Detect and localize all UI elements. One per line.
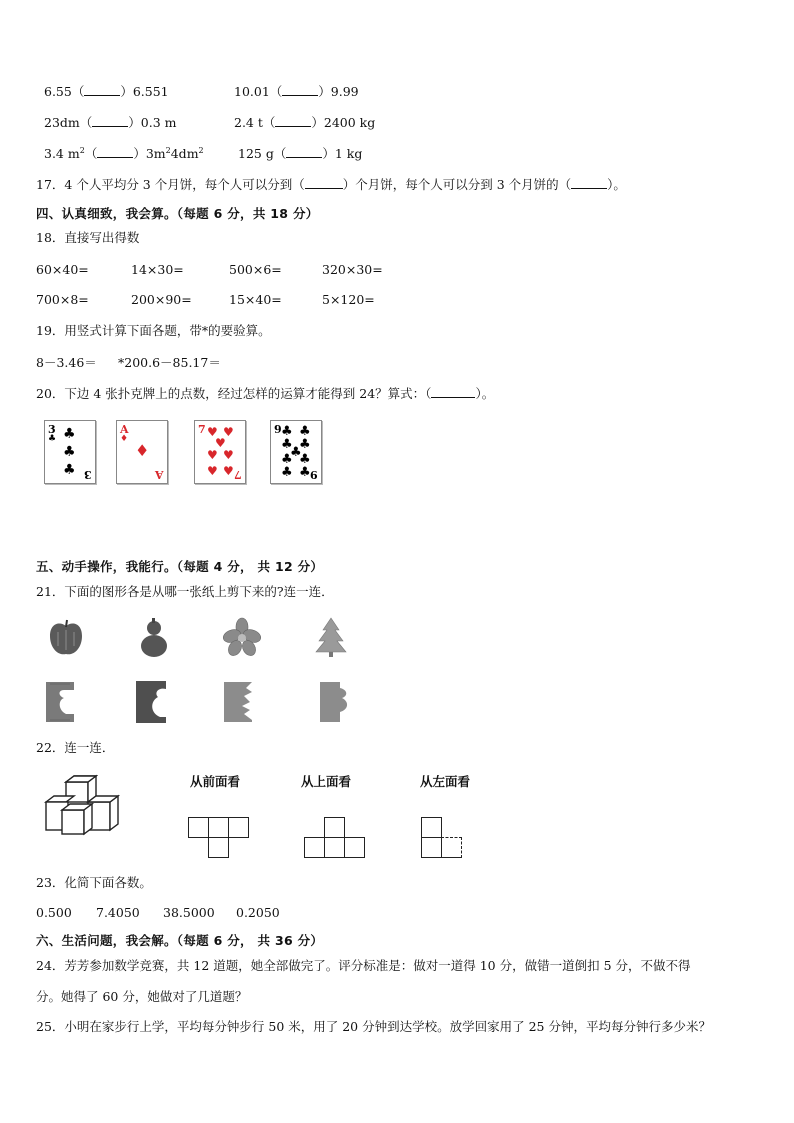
club-icon: ♣ [281,465,293,480]
q18-item: 14×30= [131,262,184,277]
q18-item: 15×40= [229,292,282,307]
tree-shape[interactable] [314,616,348,658]
q18-item: 5×120= [322,292,375,307]
question-24-line-1: 24．芳芳参加数学竞赛，共 12 道题，她全部做完了。评分标准是：做对一道得 10 分，做错一道倒扣 5 分，不做不得 [36,958,691,973]
view-label-left: 从左面看 [420,774,471,789]
club-icon: ♣ [63,462,76,478]
club-icon: ♣ [63,444,76,460]
heart-icon: ♥ [223,425,234,439]
compare-row-3-left: 3.4 $m^2$（ ）$3m^24dm^2$ [44,145,204,161]
heart-icon: ♥ [207,448,218,462]
answer-blank[interactable] [571,177,607,189]
answer-blank[interactable] [286,146,322,158]
club-icon: ♣ [299,465,311,480]
club-icon: ♣ [281,437,293,452]
diamond-icon: ♦ [120,434,129,444]
club-icon: ♣ [281,452,293,467]
section-4-heading: 四、认真细致，我会算。（每题 6 分，共 18 分） [36,206,319,221]
cut-paper-flower[interactable] [222,680,256,724]
apple-shape[interactable] [46,618,86,658]
club-icon: ♣ [48,434,57,444]
view-label-front: 从前面看 [190,774,241,789]
club-icon: ♣ [299,452,311,467]
heart-icon: ♥ [207,464,218,478]
q18-item: 200×90= [131,292,192,307]
playing-card-9-clubs: 9 ♣ ♣ ♣ ♣ ♣ ♣ ♣ ♣ ♣ 9 [270,420,322,484]
question-22-title: 22．连一连． [36,740,115,755]
q18-item: 320×30= [322,262,383,277]
section-6-heading: 六、生活问题，我会解。（每题 6 分， 共 36 分） [36,933,324,948]
club-icon: ♣ [299,437,311,452]
club-icon: ♣ [299,424,311,439]
cut-paper-gourd[interactable] [134,679,170,725]
answer-blank[interactable] [92,115,128,127]
club-icon: ♣ [63,426,76,442]
gourd-shape[interactable] [136,617,172,659]
cube-stack-figure [40,770,126,840]
cut-paper-apple[interactable] [44,680,78,724]
heart-icon: ♥ [207,425,218,439]
question-18-title: 18．直接写出得数 [36,230,140,245]
q23-item: 38.5000 [163,905,215,920]
heart-icon: ♥ [215,436,226,450]
compare-row-2-right: 2.4 t（ ）2400 kg [234,115,376,130]
answer-blank[interactable] [84,84,120,96]
compare-row-2-left: 23dm（ ）0.3 m [44,115,177,130]
compare-row-3-right: 125 g（ ）1 kg [238,146,363,161]
cut-paper-tree[interactable] [318,680,352,724]
heart-icon: ♥ [223,448,234,462]
question-19-title: 19．用竖式计算下面各题，带*的要验算。 [36,323,271,338]
answer-blank[interactable] [275,115,311,127]
question-20: 20．下边 4 张扑克牌上的点数，经过怎样的运算才能得到 24？算式：（ ）。 [36,386,495,401]
playing-card-3-clubs: 3 ♣ ♣ ♣ ♣ 3 [44,420,96,484]
q19-item: *200.6－85.17＝ [118,355,221,370]
compare-row-1-right: 10.01（ ）9.99 [234,84,359,99]
q18-item: 500×6= [229,262,282,277]
question-17: 17．4 个人平均分 3 个月饼，每个人可以分到（ ）个月饼，每个人可以分到 3 个月饼的（ ）。 [36,177,626,192]
q23-item: 0.2050 [236,905,280,920]
question-24-line-2: 分。她得了 60 分，她做对了几道题？ [36,989,248,1004]
answer-blank[interactable] [431,386,475,398]
playing-card-7-hearts: 7 ♥ ♥ ♥ ♥ ♥ ♥ ♥ 7 [194,420,246,484]
answer-blank[interactable] [282,84,318,96]
heart-icon: ♥ [223,464,234,478]
diamond-icon: ♦ [135,441,150,460]
flower-shape[interactable] [221,617,263,657]
playing-card-ace-diamonds: A ♦ ♦ A [116,420,168,484]
question-25: 25．小明在家步行上学，平均每分钟步行 50 米，用了 20 分钟到达学校。放学回家用了 25 分钟，平均每分钟行多少米？ [36,1019,711,1034]
q18-item: 700×8= [36,292,89,307]
section-5-heading: 五、动手操作，我能行。（每题 4 分， 共 12 分） [36,559,324,574]
view-label-top: 从上面看 [301,774,352,789]
club-icon: ♣ [290,445,302,460]
q19-item: 8－3.46＝ [36,355,97,370]
answer-blank[interactable] [305,177,343,189]
q23-item: 0.500 [36,905,72,920]
question-21-title: 21．下面的图形各是从哪一张纸上剪下来的?连一连． [36,584,334,599]
q18-item: 60×40= [36,262,89,277]
q23-item: 7.4050 [96,905,140,920]
compare-row-1-left: 6.55（ ）6.551 [44,84,169,99]
club-icon: ♣ [281,424,293,439]
question-23-title: 23．化简下面各数。 [36,875,152,890]
answer-blank[interactable] [97,146,133,158]
